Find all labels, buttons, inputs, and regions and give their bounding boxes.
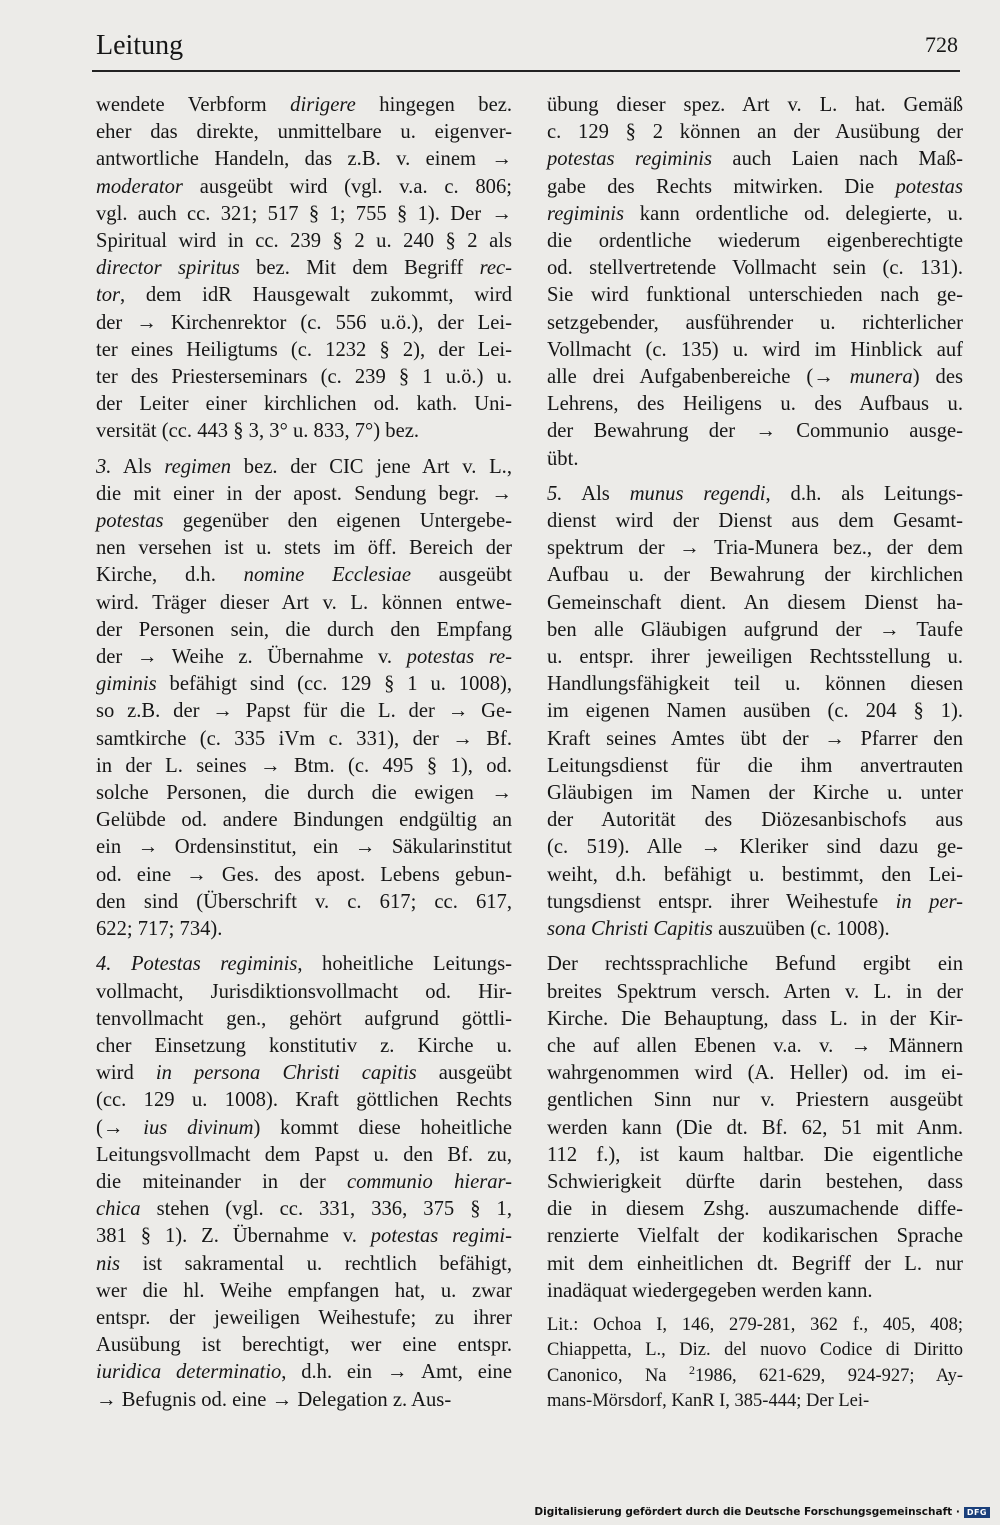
- text-line: [96, 119, 512, 146]
- text-run: auszuüben (c. 1008).: [712, 918, 890, 941]
- text-line: [547, 1169, 963, 1196]
- text-run: der → Weihe z. Übernahme v.: [96, 646, 407, 669]
- text-run: tenvollmacht gen., gehört aufgrund göttli-: [96, 1007, 512, 1030]
- italic-term: regimen: [164, 455, 232, 478]
- text-run: tungsdienst entspr. ihrer Weihestufe: [547, 890, 896, 913]
- text-run: ) des: [912, 366, 963, 389]
- text-line: [96, 1278, 512, 1305]
- credit-text: Digitalisierung gefördert durch die Deutsche Forschungsgemeinschaft ·: [534, 1506, 960, 1518]
- text-run: bez. Mit dem Begriff: [239, 257, 480, 280]
- text-run: der → Kirchenrektor (c. 556 u.ö.), der Lei-: [96, 311, 512, 334]
- text-run: die in diesem Zshg. auszumachende diffe-: [547, 1198, 963, 1221]
- text-line: [547, 1006, 963, 1033]
- text-run: versität (cc. 443 § 3, 3° u. 833, 7°) bez.: [96, 420, 420, 443]
- text-line: [547, 780, 963, 807]
- text-run: kann ordentliche od. delegierte, u.: [624, 202, 963, 225]
- text-line: [547, 174, 963, 201]
- italic-term: ius divinum: [143, 1116, 254, 1139]
- text-line: [96, 562, 512, 589]
- italic-term: iuridica determinatio: [96, 1361, 282, 1384]
- text-run: , hoheitliche Leitungs-: [297, 953, 512, 976]
- text-run: u. entspr. ihrer jeweiligen Rechtsstellung u.: [547, 646, 963, 669]
- text-run: Canonico, Na: [547, 1365, 689, 1386]
- header-rule: [92, 70, 960, 72]
- text-run: Kirche, d.h.: [96, 564, 244, 587]
- page-number: 728: [925, 32, 958, 57]
- text-run: den sind (Überschrift v. c. 617; cc. 617,: [96, 890, 512, 913]
- text-run: Als: [562, 482, 630, 505]
- text-line: [96, 418, 512, 445]
- italic-term: nomine Ecclesiae: [243, 564, 411, 587]
- text-line: [96, 535, 512, 562]
- italic-term: potestas regiminis: [547, 148, 712, 171]
- text-line: [96, 201, 512, 228]
- text-line: [96, 617, 512, 644]
- italic-term: munera: [849, 366, 913, 389]
- text-run: eher das direkte, unmittelbare u. eigenver-: [96, 121, 512, 144]
- text-run: der Bewahrung der → Communio ausge-: [547, 420, 963, 443]
- text-run: wendete Verbform: [96, 94, 291, 116]
- edition-superscript: 2: [688, 1362, 695, 1377]
- text-line: [547, 1115, 963, 1142]
- text-line: [96, 1169, 512, 1196]
- text-run: → Befugnis od. eine → Delegation z. Aus-: [96, 1388, 452, 1411]
- italic-term: nis: [96, 1252, 121, 1275]
- text-run: renzierte Vielfalt der kodikarischen Sprache: [547, 1225, 963, 1248]
- text-run: Leitungsvollmacht dem Papst u. den Bf. zu,: [96, 1143, 512, 1166]
- text-run: , dem idR Hausgewalt zukommt, wird: [120, 284, 512, 307]
- text-run: werden kann (Die dt. Bf. 62, 51 mit Anm.: [547, 1116, 963, 1139]
- text-line: [547, 862, 963, 889]
- text-line: [96, 454, 512, 481]
- text-run: wer die hl. Weihe empfangen hat, u. zwar: [96, 1279, 512, 1302]
- text-line: [547, 916, 963, 943]
- text-run: übt.: [547, 447, 579, 470]
- italic-term: dirigere: [290, 94, 356, 116]
- right-column: [547, 92, 963, 1415]
- text-line: [547, 1251, 963, 1278]
- italic-term: in persona Christi capitis: [155, 1062, 417, 1085]
- text-line: [547, 446, 963, 473]
- text-line: [547, 119, 963, 146]
- text-line: [96, 780, 512, 807]
- left-column: [96, 92, 512, 1414]
- text-run: gentlichen Sinn nur v. Priestern ausgeübt: [547, 1089, 963, 1112]
- text-run: Spiritual wird in cc. 239 § 2 u. 240 § 2 als: [96, 230, 512, 253]
- text-run: spektrum der → Tria-Munera bez., der dem: [547, 537, 963, 560]
- text-run: befähigt sind (cc. 129 § 1 u. 1008),: [156, 673, 512, 696]
- text-run: ein → Ordensinstitut, ein → Säkularinstitut: [96, 836, 512, 859]
- text-run: 112 f.), ist kaum haltbar. Die eigentliche: [547, 1143, 963, 1166]
- text-run: che auf allen Ebenen v.a. v. → Männern: [547, 1034, 963, 1057]
- italic-term: communio hierar-: [346, 1170, 512, 1193]
- text-line: [547, 418, 963, 445]
- text-run: vgl. auch cc. 321; 517 § 1; 755 § 1). Der →: [96, 202, 512, 225]
- text-run: bez. der CIC jene Art v. L.,: [231, 455, 512, 478]
- text-run: Gläubigen im Namen der Kirche u. unter: [547, 782, 963, 805]
- text-line: [547, 807, 963, 834]
- text-run: Aufbau u. der Bewahrung der kirchlichen: [547, 564, 963, 587]
- text-run: Schwierigkeit dürfte darin bestehen, dass: [547, 1170, 963, 1193]
- text-line: [547, 1142, 963, 1169]
- text-run: ben alle Gläubigen aufgrund der → Taufe: [547, 618, 963, 641]
- text-run: setzgebender, ausführender u. richterlicher: [547, 311, 963, 334]
- text-line: [547, 1338, 963, 1364]
- text-run: so z.B. der → Papst für die L. der → Ge-: [96, 700, 512, 723]
- text-run: Ausübung ist berechtigt, wer eine entspr.: [96, 1334, 512, 1357]
- text-line: [96, 862, 512, 889]
- text-run: Gemeinschaft dient. An diesem Dienst ha-: [547, 591, 963, 614]
- text-line: [547, 535, 963, 562]
- text-run: übung dieser spez. Art v. L. hat. Gemäß: [547, 94, 963, 116]
- text-line: [96, 1305, 512, 1332]
- text-line: [96, 1196, 512, 1223]
- text-run: Lit.: Ochoa I, 146, 279-281, 362 f., 405, 408;: [547, 1314, 963, 1335]
- text-line: [96, 698, 512, 725]
- text-line: [547, 834, 963, 861]
- text-line: [547, 562, 963, 589]
- text-run: breites Spektrum versch. Arten v. L. in der: [547, 980, 963, 1003]
- text-run: Lehrens, des Heiligens u. des Aufbaus u.: [547, 393, 963, 416]
- text-line: [547, 1278, 963, 1305]
- text-line: [547, 1313, 963, 1339]
- text-line: [96, 1033, 512, 1060]
- italic-term: munus regendi: [629, 482, 766, 505]
- text-run: Handlungsfähigkeit teil u. können diesen: [547, 673, 963, 696]
- text-line: [547, 1060, 963, 1087]
- italic-term: regiminis: [547, 202, 625, 225]
- text-line: [96, 174, 512, 201]
- text-line: [547, 698, 963, 725]
- text-run: alle drei Aufgabenbereiche (→: [547, 366, 850, 389]
- page-header: [96, 28, 962, 72]
- text-run: wird. Träger dieser Art v. L. können entwe-: [96, 591, 512, 614]
- text-run: wahrgenommen wird (A. Heller) od. im ei-: [547, 1062, 963, 1085]
- text-line: [547, 753, 963, 780]
- text-run: ) kommt diese hoheitliche: [253, 1116, 512, 1139]
- text-run: Vollmacht (c. 135) u. wird im Hinblick auf: [547, 338, 963, 361]
- text-line: [96, 228, 512, 255]
- text-line: [547, 337, 963, 364]
- text-run: ist sakramental u. rechtlich befähigt,: [120, 1252, 512, 1275]
- text-run: mit dem einheitlichen dt. Begriff der L. nur: [547, 1252, 963, 1275]
- text-run: auch Laien nach Maß-: [711, 148, 963, 171]
- text-run: , d.h. als Leitungs-: [765, 482, 963, 505]
- text-line: [547, 310, 963, 337]
- text-run: cher Einsetzung konstitutiv z. Kirche u.: [96, 1034, 512, 1057]
- italic-term: rec-: [479, 257, 512, 280]
- text-run: (c. 519). Alle → Kleriker sind dazu ge-: [547, 836, 963, 859]
- paragraph-gap: [96, 943, 512, 951]
- text-run: gabe des Rechts mitwirken. Die: [547, 175, 896, 198]
- text-line: [96, 255, 512, 282]
- text-run: der Autorität des Diözesanbischofs aus: [547, 809, 963, 832]
- text-line: [96, 146, 512, 173]
- text-line: [547, 255, 963, 282]
- text-run: ter des Priesterseminars (c. 239 § 1 u.ö.) u.: [96, 366, 512, 389]
- text-line: [96, 590, 512, 617]
- text-run: (cc. 129 u. 1008). Kraft göttlichen Rechts: [96, 1089, 512, 1112]
- text-run: ausgeübt: [411, 564, 513, 587]
- text-line: [96, 644, 512, 671]
- text-line: [96, 310, 512, 337]
- text-run: nen versehen ist u. stets im öff. Bereich der: [96, 537, 512, 560]
- text-line: [96, 916, 512, 943]
- text-line: [96, 889, 512, 916]
- text-line: [547, 481, 963, 508]
- text-line: [96, 951, 512, 978]
- paragraph-gap: [547, 473, 963, 481]
- text-run: 381 § 1). Z. Übernahme v.: [96, 1225, 371, 1248]
- text-line: [547, 282, 963, 309]
- text-line: [96, 834, 512, 861]
- italic-term: sona Christi Capitis: [547, 918, 713, 941]
- text-run: Chiappetta, L., Diz. del nuovo Codice di Diritto: [547, 1340, 963, 1361]
- text-run: Gelübde od. andere Bindungen endgültig an: [96, 809, 512, 832]
- text-run: stehen (vgl. cc. 331, 336, 375 § 1,: [140, 1198, 512, 1221]
- text-line: [547, 979, 963, 1006]
- text-run: vollmacht, Jurisdiktionsvollmacht od. Hir-: [96, 980, 512, 1003]
- text-line: [96, 1223, 512, 1250]
- text-run: c. 129 § 2 können an der Ausübung der: [547, 121, 963, 144]
- italic-term: potestas regimi-: [370, 1225, 513, 1248]
- text-line: [96, 282, 512, 309]
- text-line: [547, 146, 963, 173]
- text-run: ausgeübt: [416, 1062, 512, 1085]
- text-line: [96, 671, 512, 698]
- text-run: , d.h. ein → Amt, eine: [281, 1361, 512, 1384]
- italic-term: in per-: [895, 890, 963, 913]
- text-run: die mit einer in der apost. Sendung begr. →: [96, 482, 512, 505]
- text-run: ausgeübt wird (vgl. v.a. c. 806;: [182, 175, 512, 198]
- text-run: der Leiter einer kirchlichen od. kath. Uni-: [96, 393, 512, 416]
- text-line: [96, 1251, 512, 1278]
- text-line: [96, 92, 512, 119]
- text-line: [547, 391, 963, 418]
- text-line: [96, 481, 512, 508]
- text-run: Kraft seines Amtes übt der → Pfarrer den: [547, 727, 963, 750]
- text-line: [547, 1364, 963, 1390]
- text-line: [547, 201, 963, 228]
- text-run: im eigenen Namen ausüben (c. 204 § 1).: [547, 700, 963, 723]
- text-run: die ordentliche wiederum eigenberechtigte: [547, 230, 963, 253]
- text-line: [547, 508, 963, 535]
- text-line: [547, 590, 963, 617]
- text-run: 1986, 621-629, 924-927; Ay-: [694, 1365, 963, 1386]
- text-line: [96, 1359, 512, 1386]
- text-line: [547, 951, 963, 978]
- italic-term: giminis: [96, 673, 157, 696]
- text-line: [96, 337, 512, 364]
- dfg-logo: DFG: [964, 1507, 990, 1518]
- text-line: [547, 1223, 963, 1250]
- italic-term: chica: [96, 1198, 141, 1221]
- text-line: [547, 228, 963, 255]
- text-line: [96, 1060, 512, 1087]
- text-run: Der rechtssprachliche Befund ergibt ein: [547, 953, 963, 976]
- text-run: od. eine → Ges. des apost. Lebens gebun-: [96, 863, 512, 886]
- text-run: 622; 717; 734).: [96, 918, 223, 941]
- text-run: (→: [96, 1116, 144, 1139]
- text-line: [547, 92, 963, 119]
- paragraph-gap: [547, 943, 963, 951]
- text-run: entspr. der jeweiligen Weihestufe; zu ihrer: [96, 1306, 512, 1329]
- text-run: gegenüber den eigenen Untergebe-: [163, 510, 512, 533]
- text-run: der Personen sein, die durch den Empfang: [96, 618, 512, 641]
- text-run: samtkirche (c. 335 iVm c. 331), der → Bf.: [96, 727, 512, 750]
- text-run: Sie wird funktional unterschieden nach ge-: [547, 284, 963, 307]
- text-line: [96, 1115, 512, 1142]
- text-line: [547, 364, 963, 391]
- text-run: od. stellvertretende Vollmacht sein (c. 131).: [547, 257, 963, 280]
- text-run: inadäquat wiedergegeben werden kann.: [547, 1279, 873, 1302]
- text-line: [547, 1196, 963, 1223]
- text-run: hingegen bez.: [355, 94, 512, 116]
- text-line: [96, 1087, 512, 1114]
- text-line: [96, 1387, 512, 1414]
- italic-term: director spiritus: [96, 257, 240, 280]
- text-line: [547, 617, 963, 644]
- italic-term: moderator: [96, 175, 183, 198]
- text-run: mans-Mörsdorf, KanR I, 385-444; Der Lei-: [547, 1391, 870, 1412]
- paragraph-gap: [96, 446, 512, 454]
- text-run: Leitungsdienst für die ihm anvertrauten: [547, 754, 963, 777]
- text-line: [547, 726, 963, 753]
- text-run: dienst wird der Dienst aus dem Gesamt-: [547, 510, 963, 533]
- italic-term: potestas: [96, 510, 164, 533]
- text-line: [547, 1389, 963, 1415]
- text-line: [96, 726, 512, 753]
- page-title: Leitung: [96, 30, 184, 61]
- text-line: [547, 889, 963, 916]
- paragraph-gap: [547, 1305, 963, 1313]
- text-line: [547, 1087, 963, 1114]
- italic-term: tor: [96, 284, 121, 307]
- digitization-credit: [534, 1506, 990, 1518]
- text-run: Kirche. Die Behauptung, dass L. in der Kir-: [547, 1007, 963, 1030]
- text-line: [96, 391, 512, 418]
- text-run: solche Personen, die durch die ewigen →: [96, 782, 512, 805]
- text-line: [547, 671, 963, 698]
- text-line: [547, 1033, 963, 1060]
- text-line: [96, 508, 512, 535]
- text-run: die miteinander in der: [96, 1170, 347, 1193]
- italic-term: 5.: [547, 482, 563, 505]
- text-run: in der L. seines → Btm. (c. 495 § 1), od.: [96, 754, 512, 777]
- text-run: antwortliche Handeln, das z.B. v. einem →: [96, 148, 512, 171]
- text-line: [547, 644, 963, 671]
- text-line: [96, 1142, 512, 1169]
- italic-term: potestas: [895, 175, 963, 198]
- text-run: wird: [96, 1062, 156, 1085]
- italic-term: 3.: [96, 455, 112, 478]
- text-run: weiht, d.h. befähigt u. bestimmt, den Lei-: [547, 863, 963, 886]
- italic-term: potestas re-: [406, 646, 513, 669]
- text-run: Als: [111, 455, 165, 478]
- text-line: [96, 753, 512, 780]
- text-run: ter eines Heiligtums (c. 1232 § 2), der Lei-: [96, 338, 512, 361]
- text-line: [96, 364, 512, 391]
- italic-term: 4. Potestas regiminis: [96, 953, 298, 976]
- text-line: [96, 1332, 512, 1359]
- text-line: [96, 807, 512, 834]
- text-line: [96, 979, 512, 1006]
- text-line: [96, 1006, 512, 1033]
